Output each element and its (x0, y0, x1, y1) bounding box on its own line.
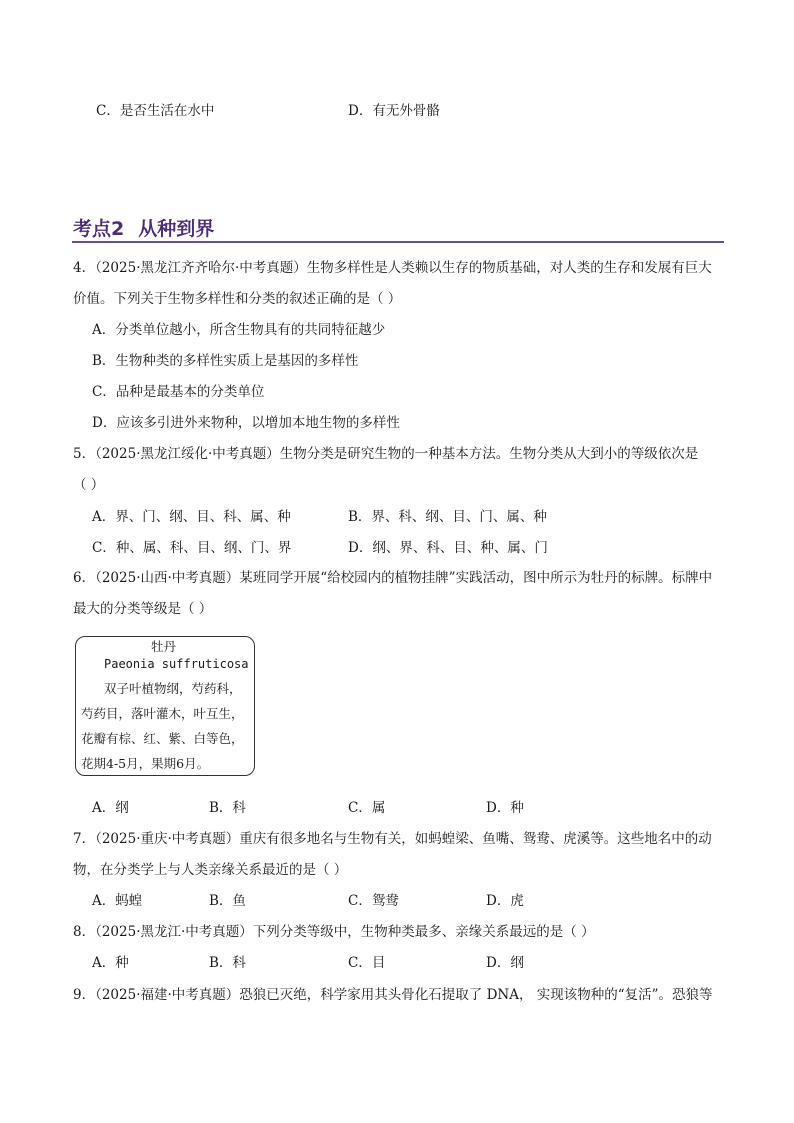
q7-option-c: C．鸳鸯 (348, 893, 399, 909)
option-c: C．是否生活在水中 (96, 103, 215, 119)
q5-stem-line2: （ ） (73, 477, 105, 493)
tag-line-2: 芍药目，落叶灌木，叶互生， (81, 706, 244, 721)
tag-name: 牡丹 (151, 639, 177, 654)
q7-option-b: B．鱼 (209, 893, 246, 909)
q8-option-b: B．科 (209, 955, 246, 971)
q4-stem-line2: 价值。下列关于生物多样性和分类的叙述正确的是（ ） (73, 291, 402, 307)
q5-option-c: C．种、属、科、目、纲、门、界 (92, 540, 292, 556)
plant-tag (75, 636, 255, 776)
q4-option-b: B．生物种类的多样性实质上是基因的多样性 (92, 353, 359, 369)
q6-option-b: B．科 (209, 800, 246, 816)
q5-option-b: B．界、科、纲、目、门、属、种 (348, 509, 547, 525)
q4-stem-line1: 4．（2025·黑龙江齐齐哈尔·中考真题）生物多样性是人类赖以生存的物质基础，对人类的生存和发展有巨大 (73, 260, 712, 276)
q7-stem-line1: 7．（2025·重庆·中考真题）重庆有很多地名与生物有关，如蚂蝗梁、鱼嘴、鸳鸯、虎溪等。这些地名中的动 (73, 831, 712, 847)
q4-option-a: A．分类单位越小，所含生物具有的共同特征越少 (92, 322, 386, 338)
tag-line-1: 双子叶植物纲，芍药科， (104, 681, 242, 696)
section-title (73, 216, 214, 242)
q7-stem-line2: 物，在分类学上与人类亲缘关系最近的是（ ） (73, 862, 348, 878)
q7-option-a: A．蚂蝗 (92, 893, 143, 909)
q6-option-d: D．种 (486, 800, 524, 816)
q8-option-d: D．纲 (486, 955, 524, 971)
option-d: D．有无外骨骼 (348, 103, 440, 119)
section-underline (72, 241, 724, 243)
q4-option-d: D．应该多引进外来物种，以增加本地生物的多样性 (92, 415, 400, 431)
tag-latin-name: Paeonia suffruticosa (104, 657, 249, 671)
tag-line-4: 花期4-5月，果期6月。 (81, 756, 210, 771)
section-name: 从种到界 (138, 218, 215, 240)
section-number: 考点2 (73, 218, 125, 240)
q6-stem-line1: 6．（2025·山西·中考真题）某班同学开展“给校园内的植物挂牌”实践活动，图中所示为牡丹的标牌。标牌中 (73, 570, 713, 586)
q8-option-c: C．目 (348, 955, 386, 971)
q9-stem-line1: 9．（2025·福建·中考真题）恐狼已灭绝，科学家用其头骨化石提取了 DNA， 实现该物种的“复活”。恐狼等 (73, 987, 713, 1003)
q8-stem: 8．（2025·黑龙江·中考真题）下列分类等级中，生物种类最多、亲缘关系最远的是（ ） (73, 924, 595, 940)
q8-option-a: A．种 (92, 955, 129, 971)
q6-option-c: C．属 (348, 800, 386, 816)
q4-option-c: C．品种是最基本的分类单位 (92, 384, 265, 400)
q7-option-d: D．虎 (486, 893, 524, 909)
tag-line-3: 花瓣有棕、红、紫、白等色， (81, 731, 244, 746)
q5-stem-line1: 5．（2025·黑龙江绥化·中考真题）生物分类是研究生物的一种基本方法。生物分类从大到小的等级依次是 (73, 446, 699, 462)
q5-option-d: D．纲、界、科、目、种、属、门 (348, 540, 548, 556)
q6-stem-line2: 最大的分类等级是（ ） (73, 601, 213, 617)
q5-option-a: A．界、门、纲、目、科、属、种 (92, 509, 291, 525)
q6-option-a: A．纲 (92, 800, 129, 816)
